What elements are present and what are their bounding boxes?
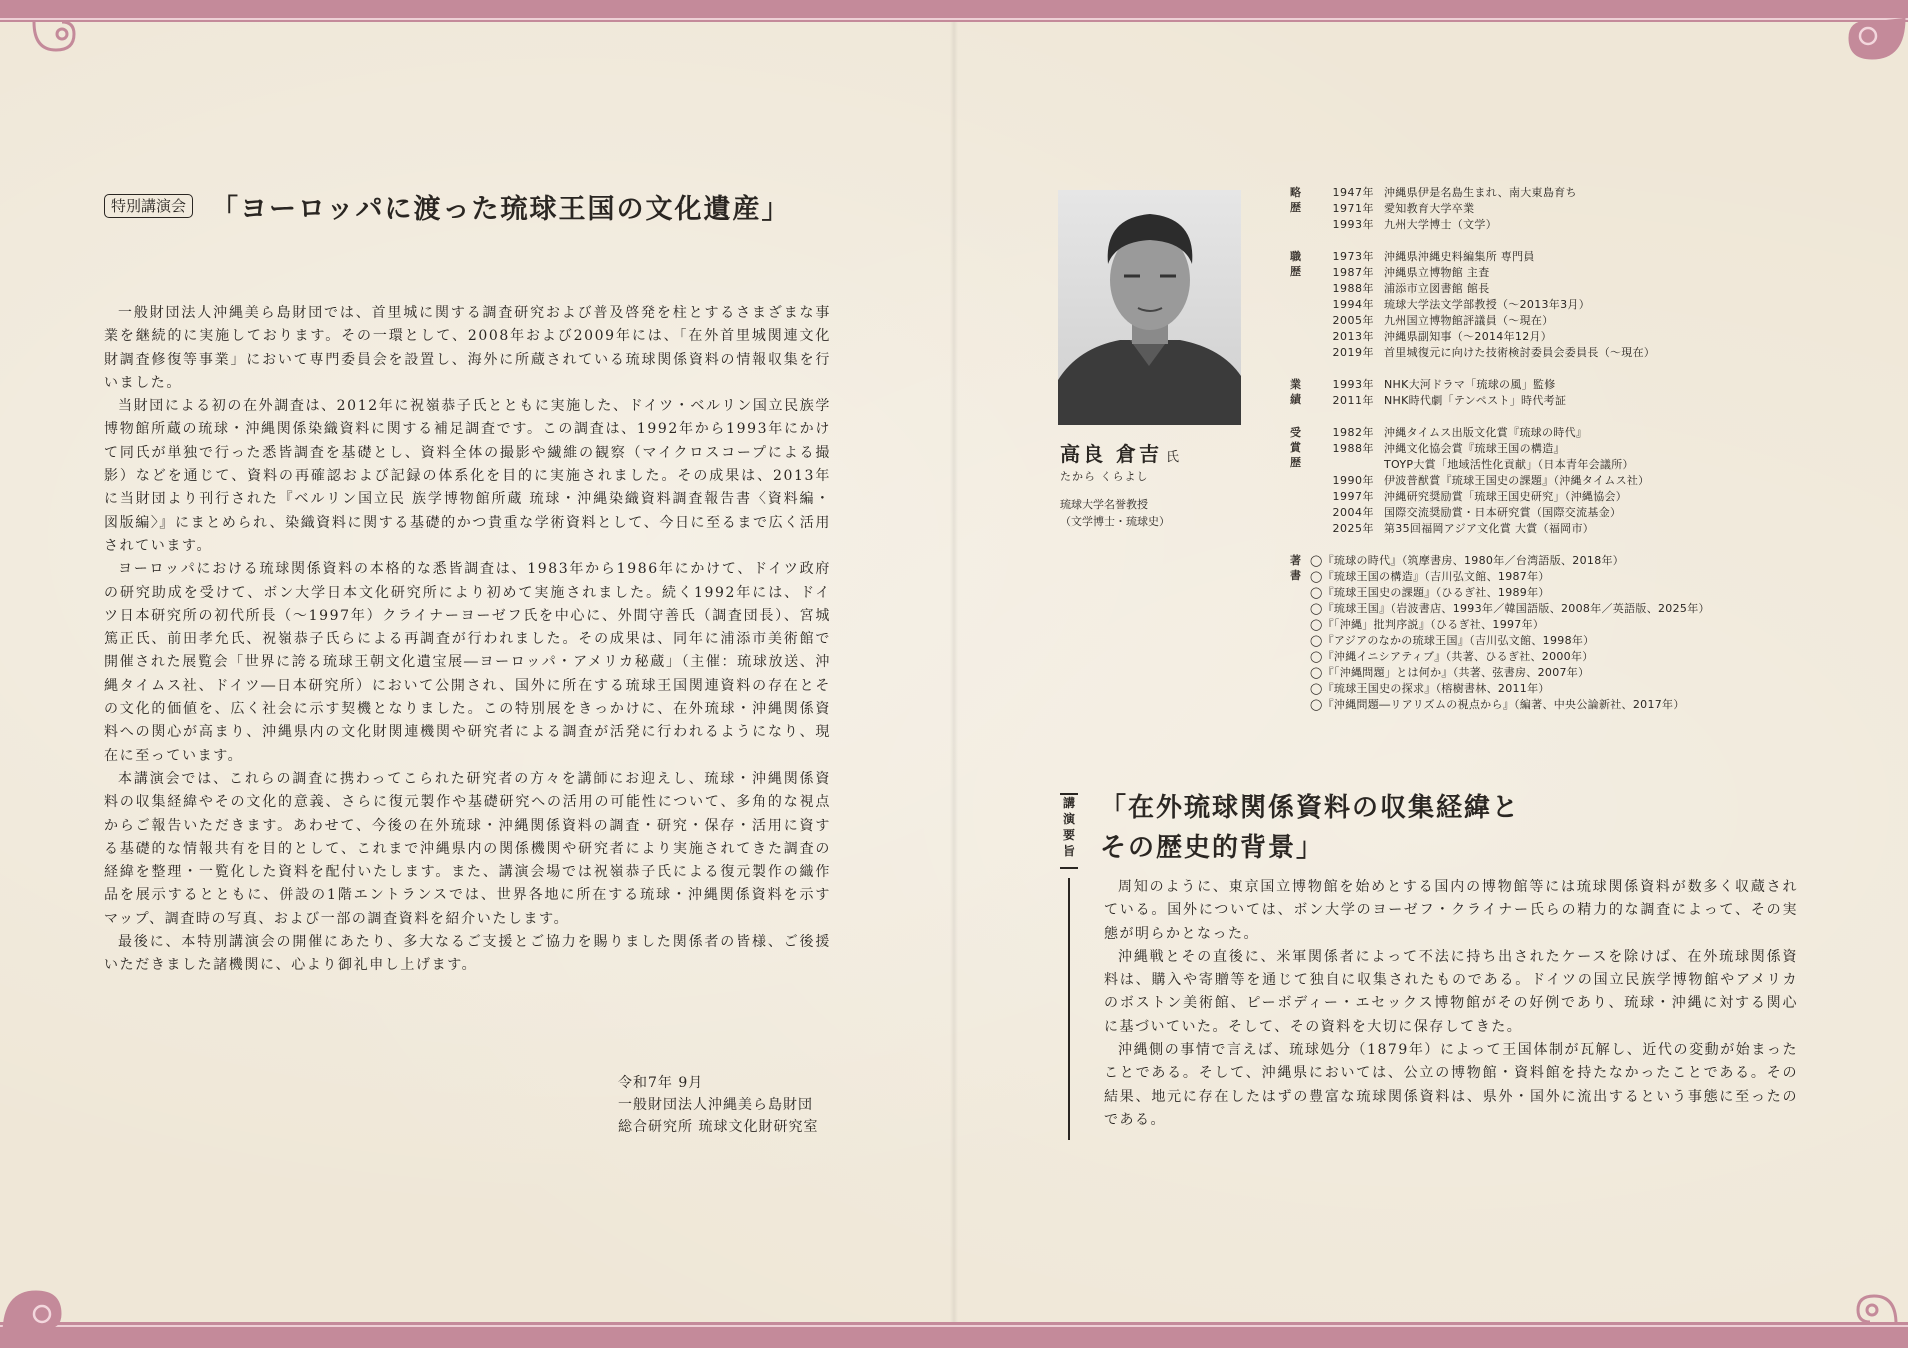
cv-text: 国際交流奨励賞・日本研究賞（国際交流基金） [1384,506,1622,519]
book-item: ◯『琉球の時代』（筑摩書房、1980年／台湾語版、2018年） [1310,554,1625,567]
left-paragraph: 一般財団法人沖縄美ら島財団では、首里城に関する調査研究および普及啓発を柱とするさまざまな事業を継続的に実施しております。その一環として、2008年および2009年には、「在外首里城関連文化財調査修復等事業」において専門委員会を設置し、海外に所蔵されている琉球関係資料の情報収集を行いました。 [104,305,831,391]
lecture-tag-char: 講 [1062,796,1075,810]
cv-text: 九州大学博士（文学） [1384,218,1497,231]
cv-section-label [1290,425,1304,537]
cv-row [1312,521,1649,537]
cv-year: 2004年 [1332,506,1374,519]
cv-year: 1994年 [1332,298,1374,311]
speaker-name: 高良 倉吉 [1060,442,1162,466]
cv-text: 沖縄県副知事（～2014年12月） [1384,330,1553,343]
cv-year: 2005年 [1332,314,1374,327]
cv-row [1312,297,1655,313]
cv-year: 1982年 [1332,426,1374,439]
cv-label-char: 著 [1290,554,1301,567]
speaker-name-block [1060,438,1260,530]
cv-section-label [1290,377,1304,409]
special-lecture-badge: 特別講演会 [104,194,193,218]
book-item: ◯『琉球王国の構造』（吉川弘文館、1987年） [1310,570,1550,583]
cv-row [1312,505,1649,521]
cv-row [1312,441,1649,457]
left-paragraph: 本講演会では、これらの調査に携わってこられた研究者の方々を講師にお迎えし、琉球・沖縄関係資料の収集経緯やその文化的意義、さらに復元製作や基礎研究への活用の可能性について、多角的な視点からご報告いただきます。あわせて、今後の在外琉球・沖縄関係資料の調査・研究・保存・活用に資する基礎的な情報共有を目的として、これまで沖縄県内の関係機関や研究者により実施されてきた調査の経緯を整理・一覧化した資料を配付いたします。また、講演会場では祝嶺恭子氏による復元製作の織作品を展示するとともに、併設の1階エントランスでは、世界各地に所在する琉球・沖縄関係資料を示すマップ、調査時の写真、および一部の調査資料を紹介いたします。 [104,770,831,927]
cv-year: 1971年 [1332,202,1374,215]
speaker-portrait-photo [1058,190,1241,425]
cv-year: 2019年 [1332,346,1374,359]
cv-row [1312,489,1649,505]
top-left-scroll-ornament [30,10,100,58]
cv-label-char: 業 [1290,378,1301,391]
cv-text: 伊波普猷賞『琉球王国史の課題』（沖縄タイムス社） [1384,474,1650,487]
cv-section-books [1290,553,1810,713]
cv-row [1312,393,1566,409]
book-item: ◯『琉球王国史の課題』（ひるぎ社、1989年） [1310,586,1550,599]
cv-label-char: 賞 [1290,441,1301,454]
cv-row [1312,265,1655,281]
cv-text: NHK時代劇「テンペスト」時代考証 [1384,394,1567,407]
cv-text: 九州国立博物館評議員（～現在） [1384,314,1554,327]
cv-year [1312,457,1374,473]
cv-text: 第35回福岡アジア文化賞 大賞（福岡市） [1384,522,1595,535]
speaker-affiliation [1060,496,1260,530]
cv-row [1312,473,1649,489]
cv-text: 琉球大学法文学部教授（～2013年3月） [1384,298,1590,311]
cv-label-char: 歴 [1290,201,1301,214]
cv-section-history [1290,185,1810,233]
cv-year: 1987年 [1332,266,1374,279]
cv-year: 1947年 [1332,186,1374,199]
cv-year: 2011年 [1332,394,1374,407]
cv-row [1312,249,1655,265]
cv-row [1312,185,1577,201]
book-item: ◯『「沖縄」批判序説』（ひるぎ社、1997年） [1310,618,1545,631]
cv-row [1312,425,1649,441]
cv-label-char: 歴 [1290,265,1301,278]
cv-section-label [1290,185,1304,233]
left-paragraph: 当財団による初の在外調査は、2012年に祝嶺恭子氏とともに実施した、ドイツ・ベルリン国立民族学博物館所蔵の琉球・沖縄関係染織資料に関する補足調査です。この調査は、1992年から1993年にかけて同氏が単独で行った悉皆調査を基礎とし、資料全体の撮影や繊維の観察（マイクロスコープによる撮影）などを通じて、資料の再確認および記録の体系化を目的に実施されました。その成果は、2013年に当財団より刊行された『ベルリン国立民 族学博物館所蔵 琉球・沖縄染織資料調査報告書〈資料編・図版編〉』にまとめられ、染織資料に関する基礎的かつ貴重な学術資料として、今日に至るまで広く活用されています。 [104,398,831,554]
cv-label-char: 書 [1290,569,1301,582]
speaker-name-reading: たから くらよし [1060,470,1149,483]
top-decorative-band [0,0,1908,22]
cv-year: 1993年 [1332,378,1374,391]
lecture-tag-char: 旨 [1062,844,1075,858]
left-body-text [104,302,831,978]
cv-text: 沖縄研究奨励賞「琉球王国史研究」（沖縄協会） [1384,490,1628,503]
cv-text: 沖縄県沖縄史料編集所 専門員 [1384,250,1535,263]
lecture-paragraph: 沖縄戦とその直後に、米軍関係者によって不法に持ち出されたケースを除けば、在外琉球関係資料は、購入や寄贈等を通じて独自に収集されたものである。ドイツの国立民族学博物館やアメリカのボストン美術館、ピーボディー・エセックス博物館がその好例であり、琉球・沖縄に対する関心に基づいていた。そして、その資料を大切に保存してきた。 [1104,948,1798,1035]
affiliation-line: 琉球大学名誉教授 [1060,498,1148,511]
signoff-department: 総合研究所 琉球文化財研究室 [618,1119,819,1135]
lecture-title [1100,788,1620,868]
speaker-name-line [1060,438,1260,467]
signoff-date: 令和7年 9月 [618,1075,704,1091]
signoff-block [618,1072,818,1138]
cv-text: TOYP大賞「地域活性化貢献」（日本青年会議所） [1384,458,1634,471]
cv-label-char: 職 [1290,250,1301,263]
cv-text: 愛知教育大学卒業 [1384,202,1475,215]
cv-text: 首里城復元に向けた技術検討委員会委員長（～現在） [1384,346,1656,359]
cv-row [1312,281,1655,297]
book-item: ◯『沖縄問題―リアリズムの視点から』（編著、中央公論新社、2017年） [1310,698,1685,711]
cv-year: 1973年 [1332,250,1374,263]
cv-section-label [1290,249,1304,361]
cv-section-career [1290,249,1810,361]
lecture-tag-char: 演 [1062,812,1075,826]
book-item: ◯『琉球王国』（岩波書店、1993年／韓国語版、2008年／英語版、2025年） [1310,602,1710,615]
lecture-summary-tag [1060,793,1078,869]
bottom-left-scroll-ornament [0,1284,90,1348]
cv-year: 2025年 [1332,522,1374,535]
signoff-organization: 一般財団法人沖縄美ら島財団 [618,1097,813,1113]
cv-text: 沖縄県伊是名島生まれ、南大東島育ち [1384,186,1577,199]
book-item: ◯『アジアのなかの琉球王国』（吉川弘文館、1998年） [1310,634,1595,647]
cv-row [1312,329,1655,345]
cv-row [1312,345,1655,361]
cv-text: NHK大河ドラマ「琉球の風」監修 [1384,378,1556,391]
speaker-honorific: 氏 [1165,450,1179,465]
book-item: ◯『「沖縄問題」とは何か』（共著、弦書房、2007年） [1310,666,1590,679]
cv-row [1312,313,1655,329]
cv-label-char: 略 [1290,186,1301,199]
cv-section-label [1290,553,1304,713]
left-page-title: 「ヨーロッパに渡った琉球王国の文化遺産」 [211,193,791,225]
left-paragraph: 最後に、本特別講演会の開催にあたり、多大なるご支援とご協力を賜りました関係者の皆様、ご後援いただきました諸機関に、心より御礼申し上げます。 [104,934,831,974]
cv-row [1312,217,1577,233]
cv-year: 1988年 [1332,442,1374,455]
top-right-scroll-ornament [1820,4,1908,66]
cv-label-char: 歴 [1290,456,1301,469]
affiliation-line: （文学博士・琉球史） [1060,515,1170,528]
cv-text: 浦添市立図書館 館長 [1384,282,1490,295]
lecture-tag-char: 要 [1062,828,1075,842]
cv-year: 1990年 [1332,474,1374,487]
bottom-decorative-band [0,1322,1908,1348]
cv-text: 沖縄タイムス出版文化賞『琉球の時代』 [1384,426,1588,439]
left-paragraph: ヨーロッパにおける琉球関係資料の本格的な悉皆調査は、1983年から1986年にかけて、ドイツ政府の研究助成を受けて、ボン大学日本文化研究所により初めて実施されました。続く1992年には、ドイツ日本研究所の初代所長（～1997年）クライナーヨーゼフ氏を中心に、外間守善氏（調査団長）、宮城篤正氏、前田孝允氏、祝嶺恭子氏らによる再調査が行われました。その成果は、同年に浦添市美術館で開催された展覧会「世界に誇る琉球王朝文化遺宝展―ヨーロッパ・アメリカ秘蔵」（主催：琉球放送、沖縄タイムス社、ドイツ―日本研究所）において公開され、国外に所在する琉球王国関連資料の存在とその文化的価値を、広く社会に示す契機となりました。この特別展をきっかけに、在外琉球・沖縄関係資料への関心が高まり、沖縄県内の文化財関連機関や研究者による調査が活発に行われるようになり、現在に至っています。 [104,561,831,764]
bottom-right-scroll-ornament [1836,1290,1902,1336]
left-heading [104,186,834,226]
lecture-title-line: 「在外琉球関係資料の収集経緯と [1100,793,1521,823]
cv-section-achievements [1290,377,1810,409]
cv-row [1312,457,1649,473]
cv-text: 沖縄県立博物館 主査 [1384,266,1490,279]
lecture-title-line: その歴史的背景」 [1100,833,1325,863]
lecture-paragraph: 沖縄側の事情で言えば、琉球処分（1879年）によって王国体制が瓦解し、近代の変動が始まったことである。そして、沖縄県においては、公立の博物館・資料館を持たなかったことである。その結果、地元に存在したはずの豊富な琉球関係資料は、県外・国外に流出するという事態に至ったのである。 [1104,1042,1798,1128]
lecture-paragraph: 周知のように、東京国立博物館を始めとする国内の博物館等には琉球関係資料が数多く収蔵されている。国外については、ボン大学のヨーゼフ・クライナー氏らの精力的な調査によって、その実態が明らかとなった。 [1104,879,1798,942]
book-item: ◯『琉球王国史の探求』（榕樹書林、2011年） [1310,682,1550,695]
cv-label-char: 績 [1290,393,1301,406]
page-gutter [950,20,958,1328]
cv-section-awards [1290,425,1810,537]
cv-year: 1997年 [1332,490,1374,503]
cv-year: 1988年 [1332,282,1374,295]
cv-row [1312,201,1577,217]
cv-text: 沖縄文化協会賞『琉球王国の構造』 [1384,442,1565,455]
cv-year: 1993年 [1332,218,1374,231]
cv-year: 2013年 [1332,330,1374,343]
book-item: ◯『沖縄イニシアティブ』（共著、ひるぎ社、2000年） [1310,650,1594,663]
lecture-vertical-rule [1068,878,1070,1140]
cv-row [1312,377,1566,393]
speaker-cv [1290,185,1810,729]
cv-label-char: 受 [1290,426,1301,439]
lecture-body-text [1104,876,1798,1132]
